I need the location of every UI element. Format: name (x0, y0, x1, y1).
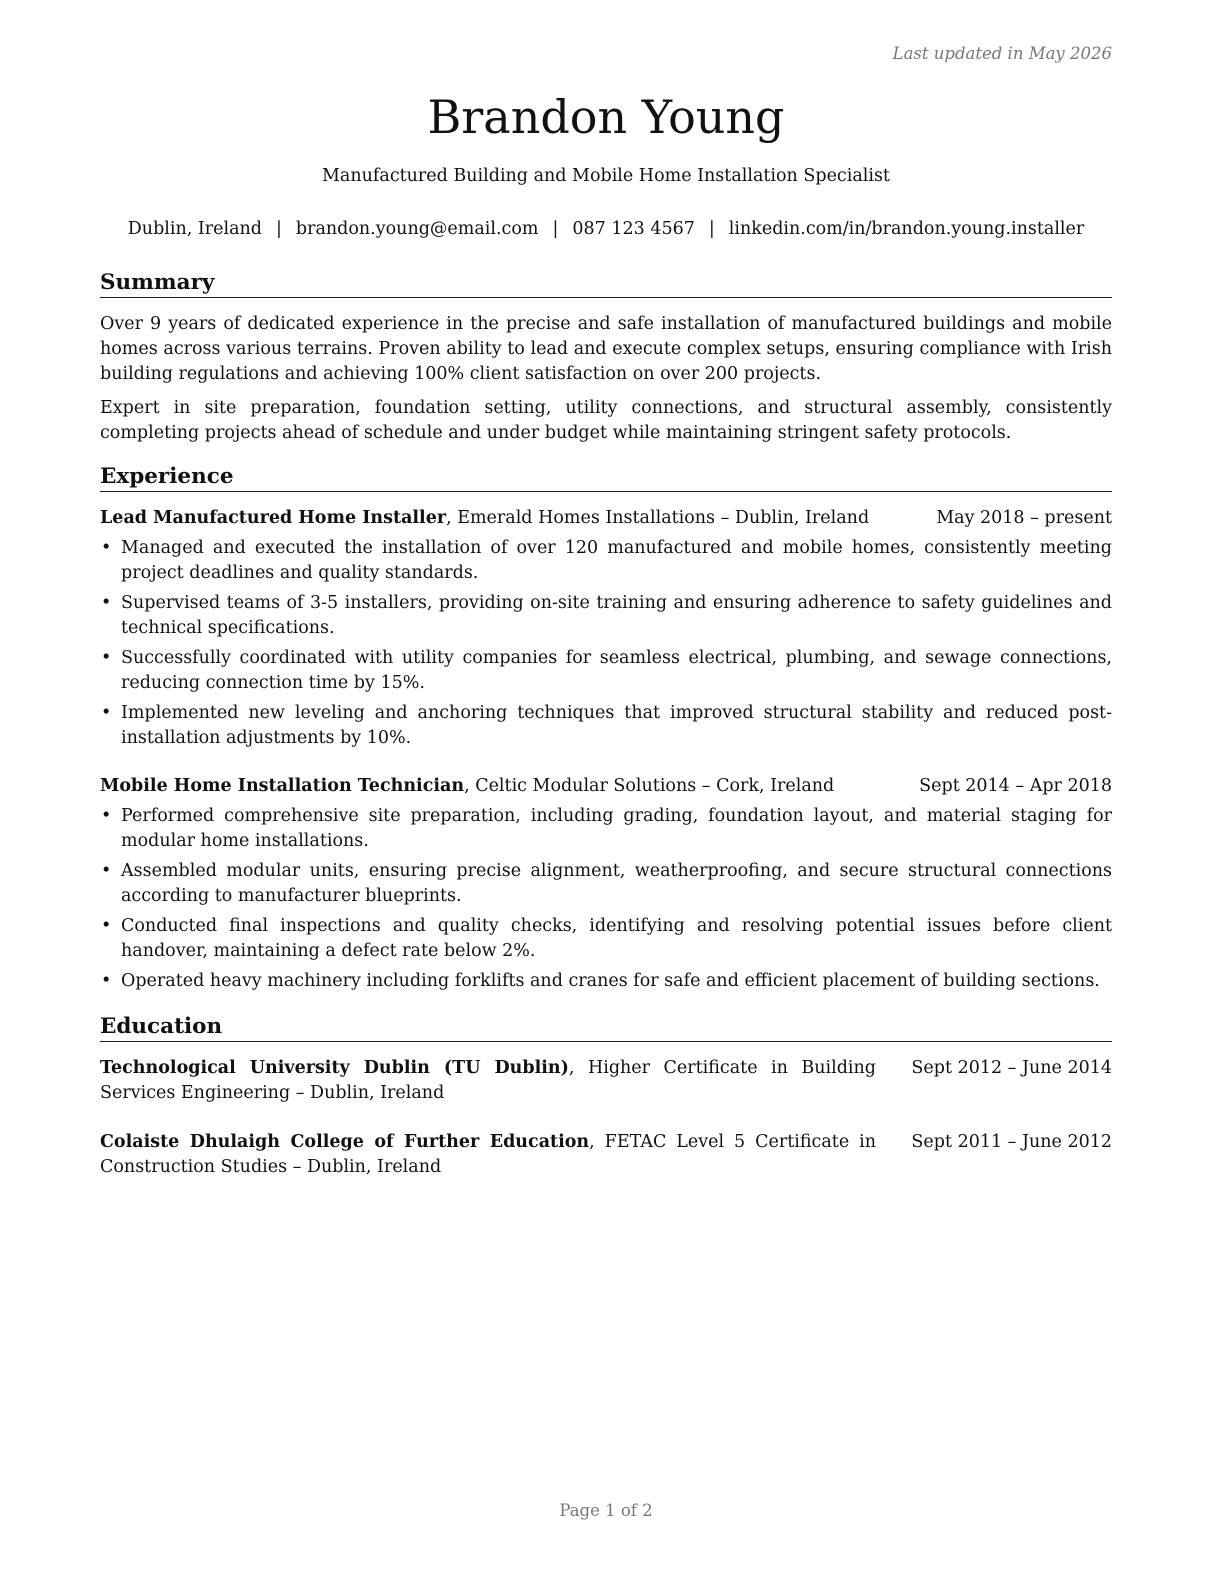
contact-separator: | (276, 219, 282, 239)
job-header (100, 774, 1112, 799)
job-bullet: • Assembled modular units, ensuring precise alignment, weatherproofing, and secure structural connections according to manufacturer blueprints. (100, 859, 1112, 909)
education-section (100, 1014, 1112, 1180)
job-bullets (100, 536, 1112, 751)
contact-phone: 087 123 4567 (572, 219, 695, 239)
job-bullet: • Conducted final inspections and quality checks, identifying and resolving potential issues before client handover, maintaining a defect rate below 2%. (100, 914, 1112, 964)
section-title-experience: Experience (100, 464, 1112, 492)
job-bullets (100, 804, 1112, 994)
education-text (100, 1056, 876, 1106)
job-bullet: • Successfully coordinated with utility companies for seamless electrical, plumbing, and sewage connections, reducing connection time by 15%. (100, 646, 1112, 696)
page-number: Page 1 of 2 (559, 1501, 653, 1520)
experience-section (100, 464, 1112, 994)
contact-email[interactable]: brandon.young@email.com (295, 219, 539, 239)
candidate-name: Brandon Young (427, 90, 785, 144)
job-bullet: • Managed and executed the installation of over 120 manufactured and mobile homes, consistently meeting project deadlines and quality standards. (100, 536, 1112, 586)
education-details: , FETAC Level 5 Certificate in Construction Studies – Dublin, Ireland (100, 1132, 876, 1177)
candidate-headline: Manufactured Building and Mobile Home Installation Specialist (322, 166, 890, 186)
section-title-summary: Summary (100, 270, 1112, 298)
job-bullet: • Implemented new leveling and anchoring techniques that improved structural stability and reduced post-installation adjustments by 10%. (100, 701, 1112, 751)
summary-section (100, 270, 1112, 446)
job-role: Lead Manufactured Home Installer (100, 508, 447, 528)
section-title-education: Education (100, 1014, 1112, 1042)
education-dates: Sept 2012 – June 2014 (911, 1058, 1112, 1078)
job-company-location: , Celtic Modular Solutions – Cork, Ireland (464, 776, 835, 796)
education-institution: Technological University Dublin (TU Dublin) (100, 1058, 569, 1078)
education-text (100, 1130, 876, 1180)
education-entry (100, 1130, 1112, 1180)
job-bullet: • Supervised teams of 3-5 installers, providing on-site training and ensuring adherence to safety guidelines and technical specifications. (100, 591, 1112, 641)
summary-paragraph: Over 9 years of dedicated experience in the precise and safe installation of manufactured buildings and mobile homes across various terrains. Proven ability to lead and execute complex setups, ensuring compliance with Irish building regulations and achieving 100% client satisfaction on over 200 projects. (100, 314, 1112, 384)
contact-linkedin[interactable]: linkedin.com/in/brandon.young.installer (728, 219, 1085, 239)
job-bullet: • Performed comprehensive site preparation, including grading, foundation layout, and material staging for modular home installations. (100, 804, 1112, 854)
job-entry (100, 774, 1112, 994)
job-entry (100, 506, 1112, 751)
job-header (100, 506, 1112, 531)
job-role: Mobile Home Installation Technician (100, 776, 465, 796)
resume-page (100, 0, 1112, 1584)
last-updated-note: Last updated in May 2026 (892, 44, 1112, 63)
job-dates: May 2018 – present (936, 508, 1112, 528)
contact-location: Dublin, Ireland (127, 219, 262, 239)
summary-paragraph: Expert in site preparation, foundation setting, utility connections, and structural assembly, consistently completing projects ahead of schedule and under budget while maintaining stringent safety protocols. (100, 398, 1112, 443)
job-company-location: , Emerald Homes Installations – Dublin, Ireland (446, 508, 870, 528)
education-details: , Higher Certificate in Building Services Engineering – Dublin, Ireland (100, 1058, 877, 1103)
education-institution: Colaiste Dhulaigh College of Further Education (100, 1132, 590, 1152)
contact-separator: | (552, 219, 559, 239)
job-bullet: • Operated heavy machinery including forklifts and cranes for safe and efficient placement of building sections. (100, 969, 1112, 994)
education-entry (100, 1056, 1112, 1106)
job-dates: Sept 2014 – Apr 2018 (919, 776, 1112, 796)
contact-separator: | (708, 219, 715, 239)
education-dates: Sept 2011 – June 2012 (911, 1132, 1112, 1152)
contact-line (100, 219, 1112, 239)
